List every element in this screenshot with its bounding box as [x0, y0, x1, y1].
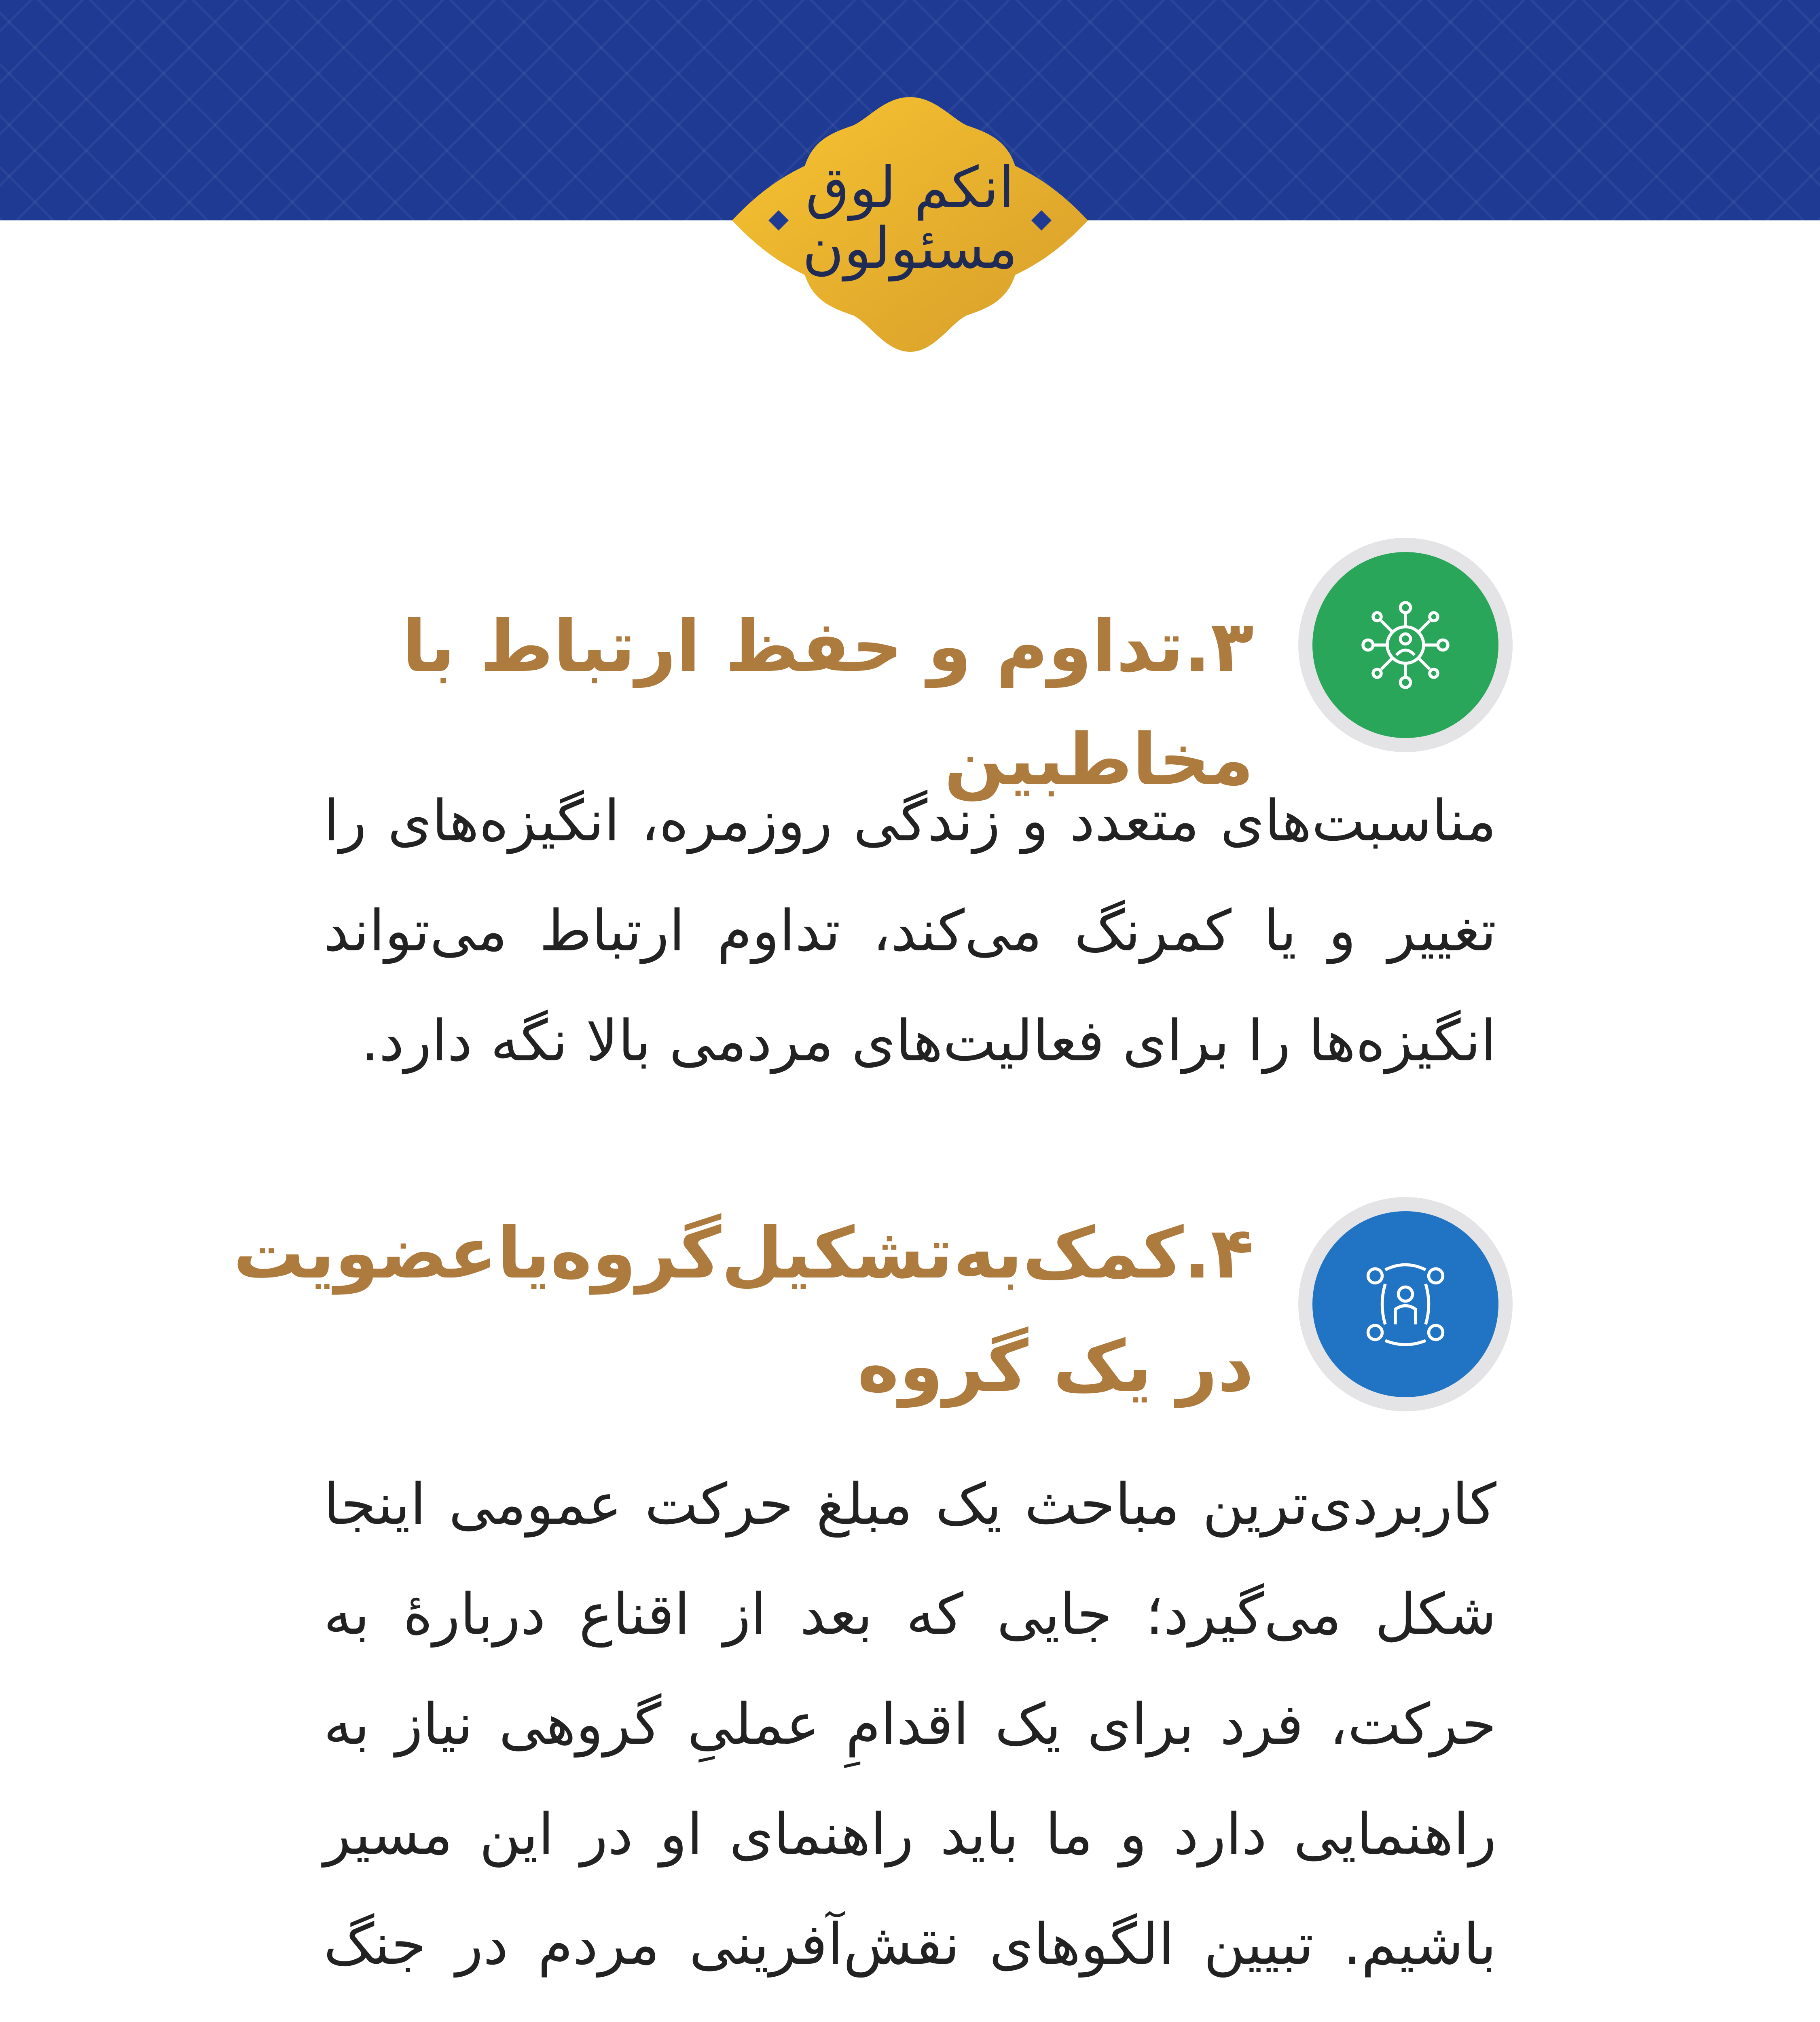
section-4-icon-frame: [1298, 1197, 1513, 1411]
section-3-body: مناسبت‌های متعدد و زندگی روزمره، انگیزه‌های را تغییر و یا کمرنگ می‌کند، تداوم ارتباط می‌تواند انگیزه‌ها را برای فعالیت‌های مردمی بالا نگه دارد.: [324, 788, 1496, 1074]
section-3-heading: ۳.تداوم و حفظ ارتباط با مخاطبین: [402, 606, 1254, 801]
section-3-icon-frame: [1298, 538, 1513, 752]
section-4-heading-line2: در یک گروه: [857, 1326, 1254, 1408]
network-people-icon: [1355, 594, 1456, 696]
group-people-icon: [1355, 1254, 1456, 1355]
section-4-heading-line1: ۴.کمک‌به‌تشکیل‌گروه‌یاعضویت: [233, 1212, 1254, 1294]
section-4-body: کاربردی‌ترین مباحث یک مبلغ حرکت عمومی اینجا شکل می‌گیرد؛ جایی که بعد از اقناع دربارهٔ به حرکت، فرد برای یک اقدامِ عملیِ گروهی نیاز به راهنمایی دارد و ما باید راهنمای او در این مسیر باشیم. تبیین الگوهای نقش‌آفرینی مردم در جنگ: [324, 1472, 1496, 1978]
emblem-calligraphy: انکم لوق مسئولون: [802, 155, 1018, 281]
